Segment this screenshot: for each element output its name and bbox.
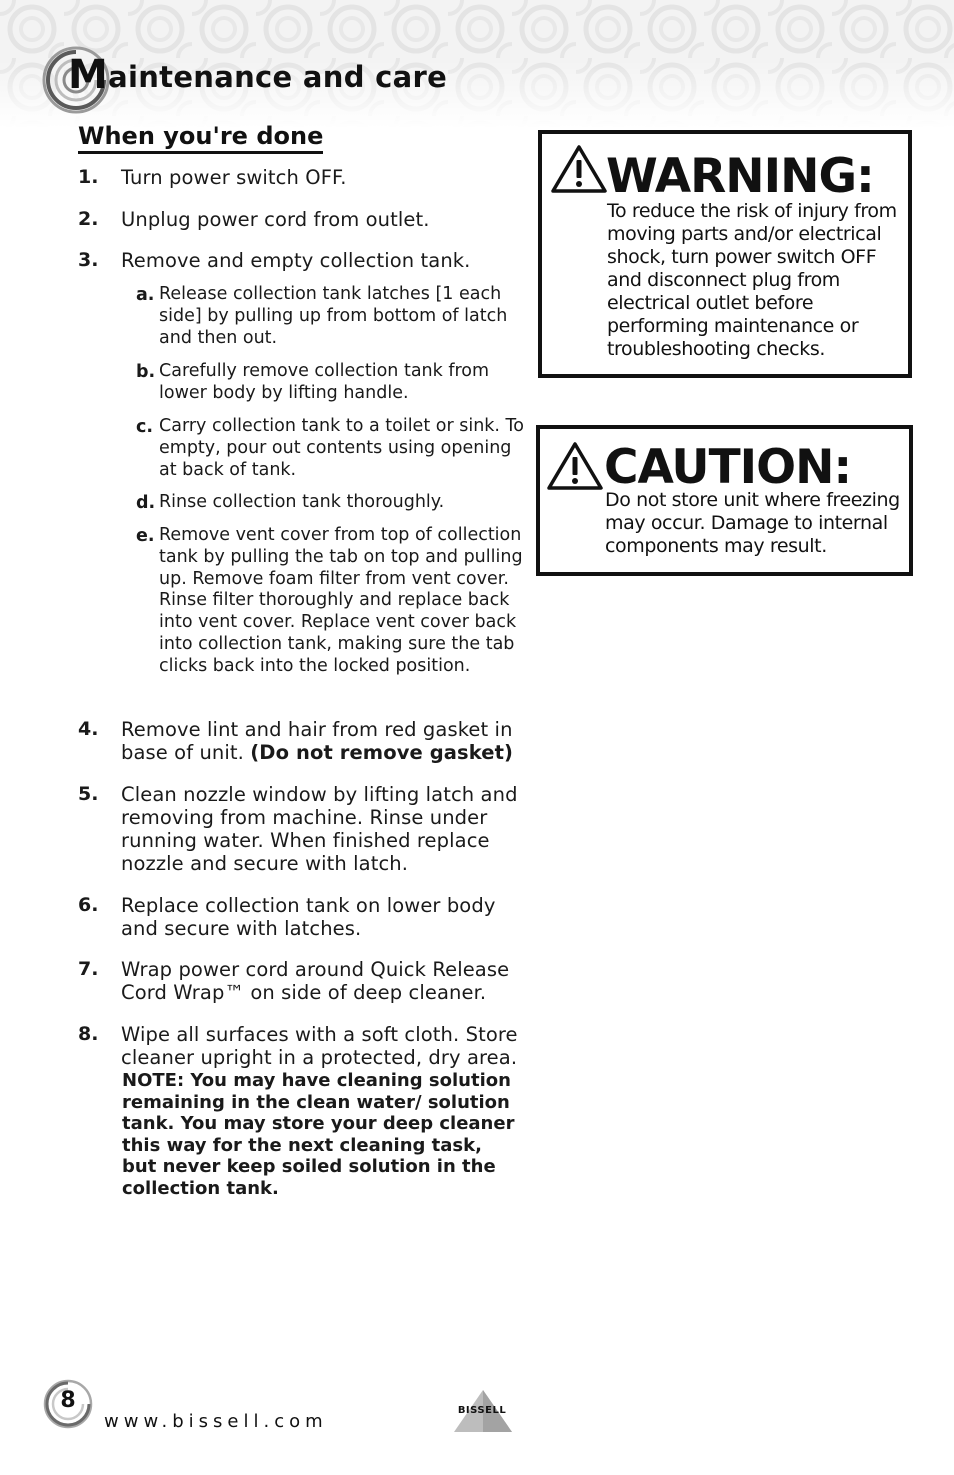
warning-body: To reduce the risk of injury from moving parts and/or electrical shock, turn power switch OFF and disconnect plug from electrical outlet before performing maintenance or troubleshooting checks. [607, 200, 897, 360]
substep-text: Carry collection tank to a toilet or sink. To empty, pour out contents using opening at back of tank. [159, 416, 524, 480]
substep-letter: b. [136, 362, 156, 382]
step-number: 5. [78, 783, 99, 805]
step-text: Wipe all surfaces with a soft cloth. Store cleaner upright in a protected, dry area. [121, 1023, 518, 1069]
page-title [68, 52, 447, 98]
warning-heading: WARNING: [606, 149, 874, 204]
step-text: Wrap power cord around Quick Release Cord Wrap™ on side of deep cleaner. [121, 958, 510, 1004]
step-bold-suffix: (Do not remove gasket) [250, 741, 514, 764]
warning-triangle-icon [550, 144, 608, 194]
substep-text: Release collection tank latches [1 each side] by pulling up from bottom of latch and then out. [159, 284, 508, 348]
substep-text: Carefully remove collection tank from lower body by lifting handle. [159, 361, 490, 403]
section-title: When you're done [78, 122, 323, 154]
substep-letter: a. [136, 285, 155, 305]
step-number: 2. [78, 208, 99, 230]
caution-heading: CAUTION: [604, 440, 852, 495]
substep-letter: c. [136, 417, 154, 437]
page-title-rest: aintenance and care [108, 60, 448, 94]
step-text: Unplug power cord from outlet. [121, 208, 430, 231]
step-number: 3. [78, 249, 99, 271]
page-title-initial: M [68, 52, 109, 98]
step-number: 1. [78, 166, 99, 188]
substep-letter: d. [136, 493, 156, 513]
substep-text: Rinse collection tank thoroughly. [159, 492, 445, 512]
caution-box [536, 425, 913, 576]
warning-box [538, 130, 912, 378]
step-text: Remove lint and hair from red gasket in base of unit. (Do not remove gasket) [121, 718, 514, 764]
step-8-note: NOTE: You may have cleaning solution remaining in the clean water/ solution tank. You may store your deep cleaner this way for the next cleaning task, but never keep soiled solution in the collection tank. [122, 1070, 515, 1199]
substep-text: Remove vent cover from top of collection tank by pulling the tab on top and pulling up. Remove foam filter from vent cover. Rinse filter thoroughly and replace back into vent cover. Replace vent cover back into collection tank, making sure the tab clicks back into the locked position. [159, 525, 523, 676]
website-url: www.bissell.com [104, 1411, 328, 1432]
step-text: Clean nozzle window by lifting latch and removing from machine. Rinse under running water. When finished replace nozzle and secure with latch. [121, 783, 518, 875]
step-number: 6. [78, 894, 99, 916]
page-number: 8 [60, 1388, 76, 1413]
caution-triangle-icon [546, 441, 604, 491]
step-number: 7. [78, 958, 99, 980]
substep-letter: e. [136, 526, 155, 546]
caution-body: Do not store unit where freezing may occur. Damage to internal components may result. [605, 489, 900, 557]
step-text: Turn power switch OFF. [121, 166, 347, 189]
brand-name: BISSELL [457, 1405, 507, 1416]
step-number: 8. [78, 1023, 99, 1045]
step-number: 4. [78, 718, 99, 740]
step-text: Remove and empty collection tank. [121, 249, 471, 272]
step-text: Replace collection tank on lower body and secure with latches. [121, 894, 496, 940]
